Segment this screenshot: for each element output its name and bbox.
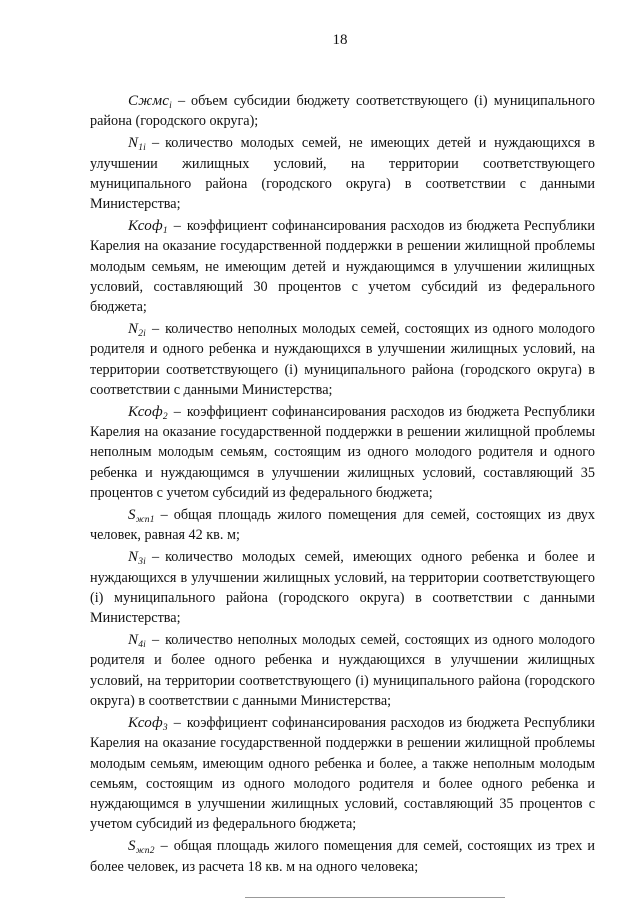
- formula-symbol: $N_{2i}$: [128, 321, 147, 340]
- definition-text: количество молодых семей, имеющих одного ребенка и более и нуждающихся в улучшении жилищных условий, на территории соответствующего (i) муниципального района (городского округа) в соответствии с данными Министерства;: [90, 549, 595, 627]
- formula-symbol: Ксоф$_2$: [128, 404, 168, 423]
- definition-text: объем субсидии бюджету соответствующего (i) муниципального района (городского округа);: [90, 93, 595, 130]
- dash: –: [177, 93, 186, 109]
- definition-item: [90, 836, 595, 876]
- dash: –: [173, 715, 181, 732]
- definition-text: коэффициент софинансирования расходов из бюджета Республики Карелия на оказание государственной поддержки в решении жилищной проблемы неполным молодым семьям, состоящим из одного молодого родителя и одного ребенка и нуждающимся в улучшении жилищных условий, составляющий 35 процентов с учетом субсидий из федерального бюджета;: [90, 404, 595, 501]
- formula-symbol: Ксоф$_3$: [128, 715, 168, 734]
- dash: –: [160, 838, 168, 855]
- formula-symbol: Сжмс$_i$: [128, 93, 172, 111]
- definition-text: коэффициент софинансирования расходов из бюджета Республики Карелия на оказание государственной поддержки в решении жилищной проблемы молодым семьям, не имеющим детей и нуждающимся в улучшении жилищных условий, составляющий 30 процентов с учетом субсидий из федерального бюджета;: [90, 218, 595, 316]
- dash: –: [152, 135, 160, 152]
- formula-symbol: $N_{4i}$: [128, 632, 147, 651]
- definition-text: количество молодых семей, не имеющих детей и нуждающихся в улучшении жилищных условий, на территории соответствующего муниципального района (городского округа) в соответствии с данными Министерства;: [90, 135, 595, 213]
- definition-item: [90, 547, 595, 628]
- definition-item: [90, 216, 595, 317]
- definition-item: [90, 91, 595, 131]
- definition-text: количество неполных молодых семей, состоящих из одного молодого родителя и одного ребенка и нуждающихся в улучшении жилищных условий, на территории соответствующего (i) муниципального района (городского округа) в соответствии с данными Министерства;: [90, 321, 595, 398]
- formula-symbol: $N_{3i}$: [128, 549, 147, 568]
- definition-item: [90, 133, 595, 214]
- dash: –: [152, 632, 160, 649]
- definition-item: [90, 630, 595, 711]
- page-number: 18: [332, 32, 348, 48]
- definition-text: общая площадь жилого помещения для семей, состоящих из трех и более человек, из расчета 18 кв. м на одного человека;: [90, 838, 595, 875]
- definition-item: [90, 713, 595, 834]
- formula-symbol: $N_{1i}$: [128, 135, 147, 154]
- formula-symbol: $S_{жп2}$: [128, 838, 155, 857]
- definitions-list: [90, 91, 595, 879]
- formula-symbol: Ксоф$_1$: [128, 218, 168, 237]
- formula-symbol: $S_{жп1}$: [128, 507, 155, 526]
- definition-item: [90, 402, 595, 503]
- definition-text: количество неполных молодых семей, состоящих из одного молодого родителя и более одного ребенка и нуждающихся в улучшении жилищных условий, на территории соответствующего (i) муниципального района (городского округа) в соответствии с данными Министерства;: [90, 632, 595, 709]
- definition-item: [90, 505, 595, 545]
- definition-text: общая площадь жилого помещения для семей, состоящих из двух человек, равная 42 кв. м;: [90, 507, 595, 544]
- dash: –: [160, 507, 168, 524]
- dash: –: [173, 218, 181, 235]
- definition-text: коэффициент софинансирования расходов из бюджета Республики Карелия на оказание государственной поддержки в решении жилищной проблемы молодым семьям, имеющим одного ребенка и более, а также неполным молодым семьям, состоящим из одного молодого родителя и более одного ребенка и нуждающимся в улучшении жилищных условий, составляющий 35 процентов с учетом субсидий из федерального бюджета;: [90, 715, 595, 833]
- page-edge-line: [245, 897, 505, 898]
- definition-item: [90, 319, 595, 400]
- dash: –: [173, 404, 181, 421]
- dash: –: [152, 549, 160, 566]
- dash: –: [152, 321, 160, 338]
